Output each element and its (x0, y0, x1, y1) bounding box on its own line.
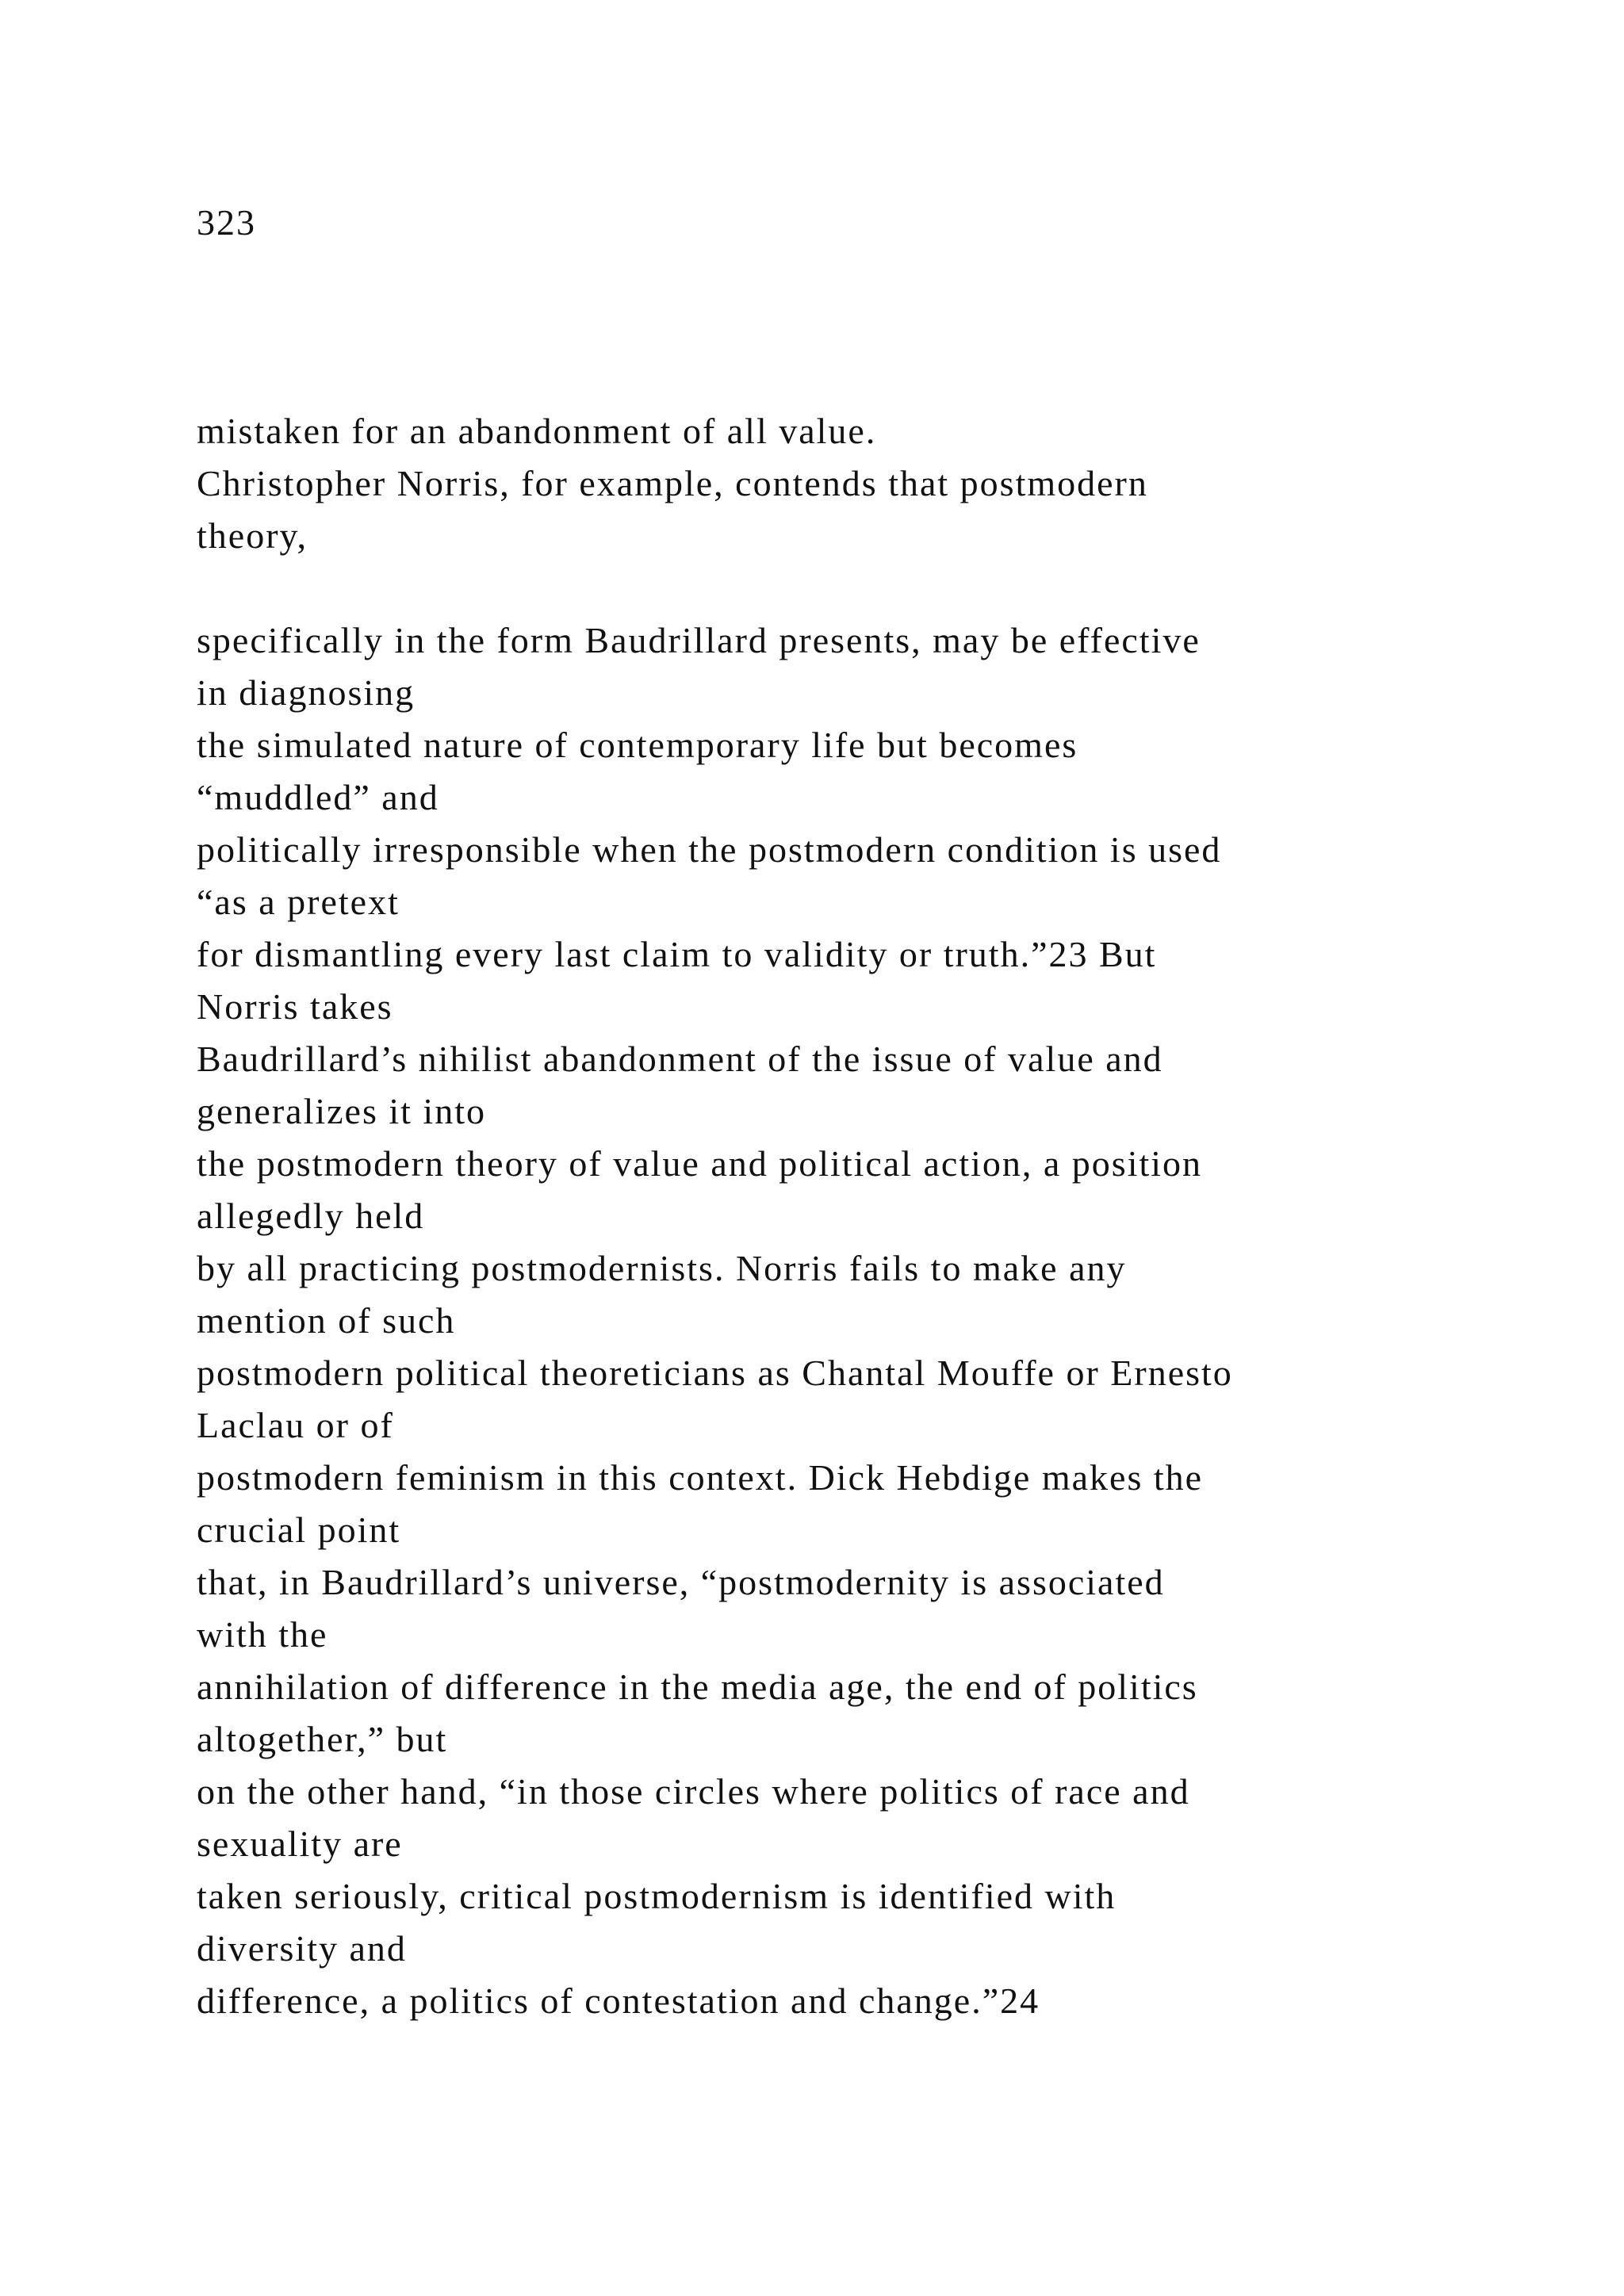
text-line: Laclau or of (197, 1405, 394, 1445)
text-line: sexuality are (197, 1823, 403, 1864)
text-line: Norris takes (197, 986, 393, 1027)
body-text (197, 405, 1497, 2027)
text-line: crucial point (197, 1510, 401, 1550)
text-line: mistaken for an abandonment of all value. (197, 411, 877, 451)
text-line: that, in Baudrillard’s universe, “postmodernity is associated (197, 1562, 1165, 1602)
text-line: diversity and (197, 1928, 407, 1969)
text-line: “muddled” and (197, 777, 439, 817)
text-line: taken seriously, critical postmodernism is identified with (197, 1876, 1116, 1916)
text-line: theory, (197, 515, 308, 556)
text-line: specifically in the form Baudrillard presents, may be effective (197, 620, 1201, 660)
text-line: for dismantling every last claim to validity or truth.”23 But (197, 934, 1157, 974)
text-line: mention of such (197, 1300, 456, 1341)
text-line: by all practicing postmodernists. Norris fails to make any (197, 1248, 1127, 1288)
text-line: the simulated nature of contemporary life but becomes (197, 725, 1078, 765)
text-line: difference, a politics of contestation and change.”24 (197, 1980, 1040, 2021)
text-line: allegedly held (197, 1196, 425, 1236)
text-line: Baudrillard’s nihilist abandonment of the issue of value and (197, 1039, 1163, 1079)
text-line: postmodern feminism in this context. Dick Hebdige makes the (197, 1457, 1204, 1498)
text-line: in diagnosing (197, 672, 416, 713)
text-line: with the (197, 1614, 328, 1655)
text-line: the postmodern theory of value and political action, a position (197, 1143, 1203, 1184)
text-line: annihilation of difference in the media age, the end of politics (197, 1667, 1198, 1707)
text-line: “as a pretext (197, 882, 400, 922)
text-line: politically irresponsible when the postmodern condition is used (197, 829, 1222, 870)
text-line: altogether,” but (197, 1719, 448, 1759)
text-line: on the other hand, “in those circles where politics of race and (197, 1771, 1190, 1812)
text-line: generalizes it into (197, 1091, 486, 1131)
blank-line (197, 562, 1497, 614)
text-line: Christopher Norris, for example, contends that postmodern (197, 463, 1148, 503)
page-number: 323 (197, 202, 256, 243)
text-line: postmodern political theoreticians as Chantal Mouffe or Ernesto (197, 1353, 1233, 1393)
